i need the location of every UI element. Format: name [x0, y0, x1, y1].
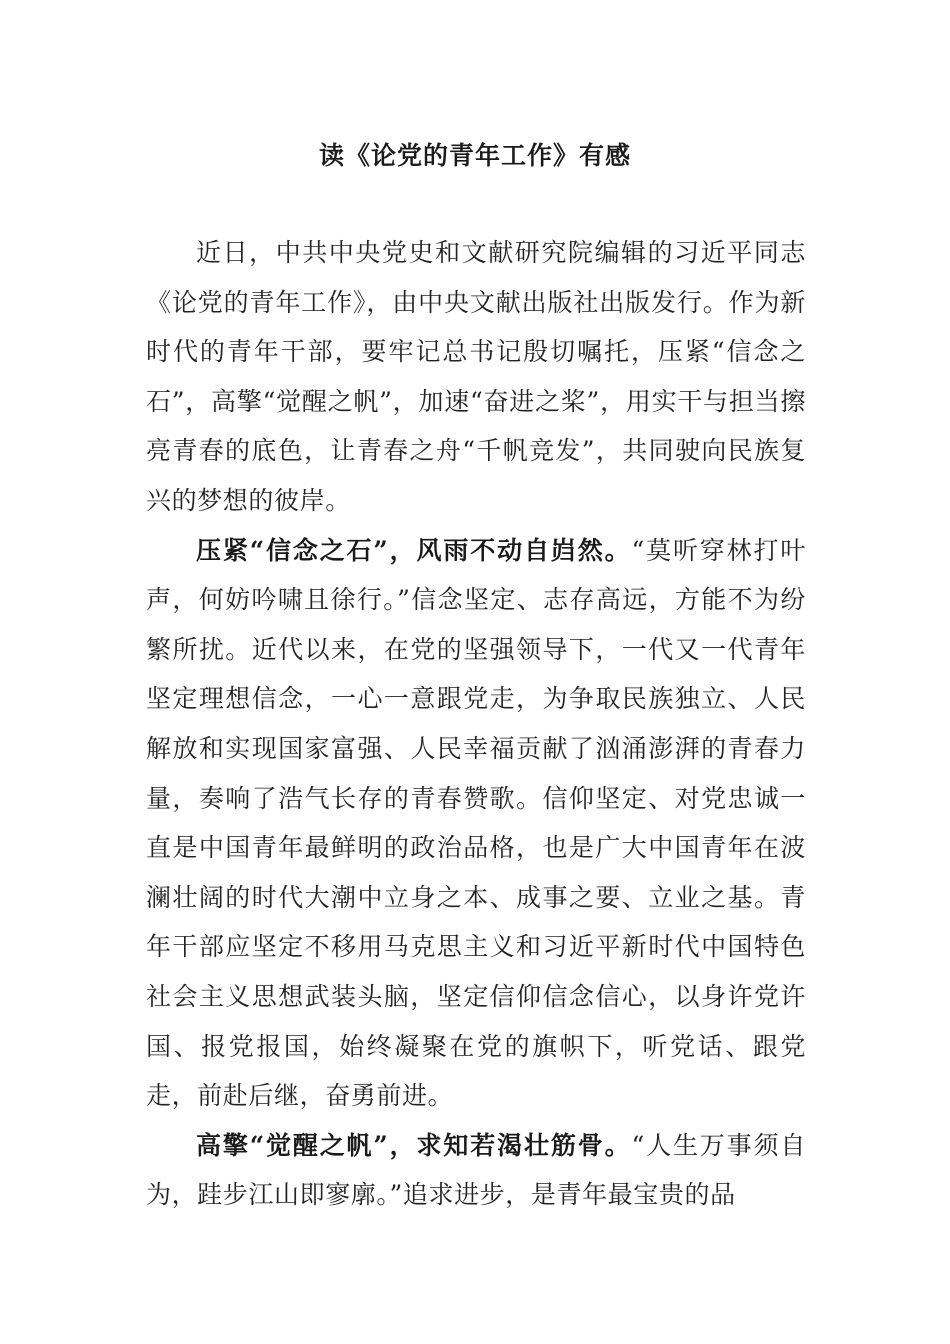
paragraph-faith — [146, 526, 806, 1121]
paragraph-text: 近日，中共中央党史和文献研究院编辑的习近平同志《论党的青年工作》，由中央文献出版社出版发行。作为新时代的青年干部，要牢记总书记殷切嘱托，压紧“信念之石”，高擎“觉醒之帆”，加速“奋进之桨”，用实干与担当擦亮青春的底色，让青春之舟“千帆竞发”，共同驶向民族复兴的梦想的彼岸。 — [146, 238, 806, 515]
paragraph-lead-heading: 压紧“信念之石”，风雨不动自岿然。 — [196, 535, 632, 565]
paragraph-awakening — [146, 1121, 806, 1220]
paragraph-intro — [146, 228, 806, 526]
document-body — [146, 228, 806, 1220]
paragraph-text: “人生万事须自为，跬步江山即寥廓。”追求进步，是青年最宝贵的品 — [146, 1130, 806, 1210]
document-title: 读《论党的青年工作》有感 — [318, 141, 631, 170]
paragraph-text: “莫听穿林打叶声，何妨吟啸且徐行。”信念坚定、志存高远，方能不为纷繁所扰。近代以来，在党的坚强领导下，一代又一代青年坚定理想信念，一心一意跟党走，为争取民族独立、人民解放和实现国家富强、人民幸福贡献了汹涌澎湃的青春力量，奏响了浩气长存的青春赞歌。信仰坚定、对党忠诚一直是中国青年最鲜明的政治品格，也是广大中国青年在波澜壮阔的时代大潮中立身之本、成事之要、立业之基。青年干部应坚定不移用马克思主义和习近平新时代中国特色社会主义思想武装头脑，坚定信仰信念信心，以身许党许国、报党报国，始终凝聚在党的旗帜下，听党话、跟党走，前赴后继，奋勇前进。 — [146, 535, 806, 1111]
paragraph-lead-heading: 高擎“觉醒之帆”，求知若渴壮筋骨。 — [196, 1130, 632, 1160]
